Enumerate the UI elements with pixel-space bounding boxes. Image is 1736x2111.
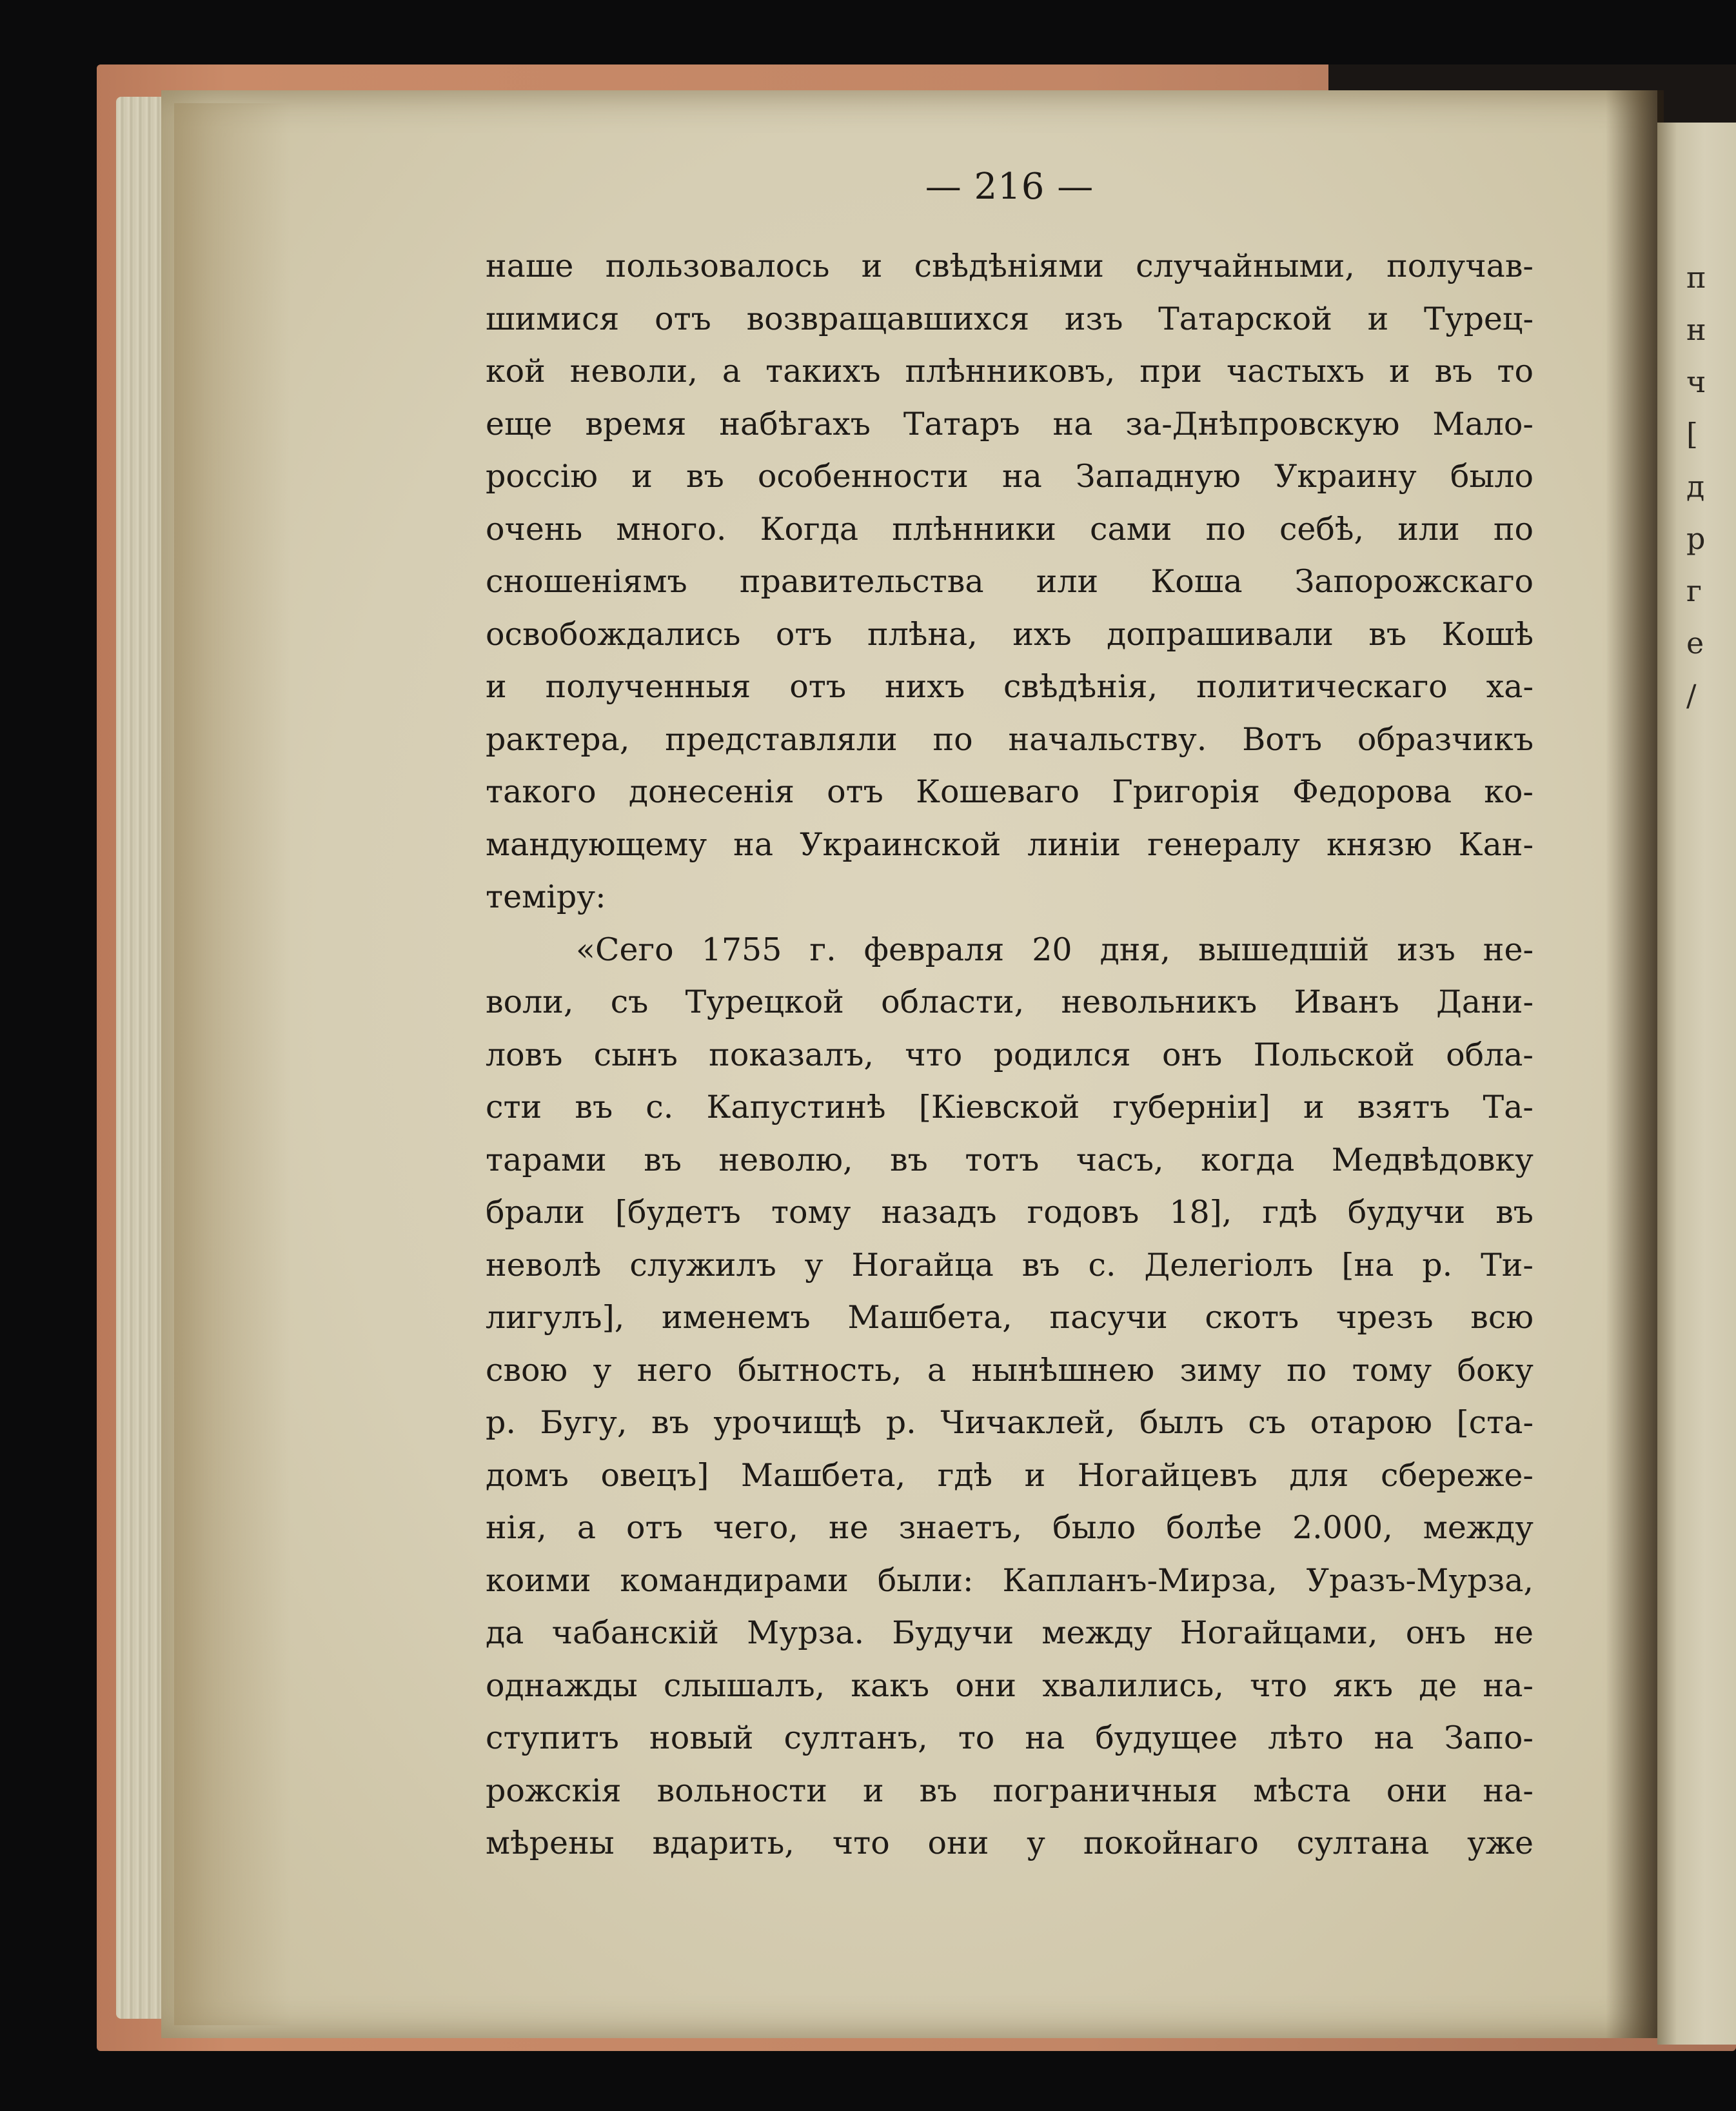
text-line: лигулъ], именемъ Машбета, пасучи скотъ чрезъ всю xyxy=(486,1299,1534,1336)
text-line: свою у него бытность, а нынѣшнею зиму по тому боку xyxy=(486,1351,1534,1389)
right-page-fragment: п xyxy=(1686,260,1706,295)
text-line: освобождались отъ плѣна, ихъ допрашивали въ Кошѣ xyxy=(486,615,1534,653)
left-page-shadow-margin xyxy=(174,103,290,2025)
text-line: брали [будетъ тому назадъ годовъ 18], гдѣ будучи въ xyxy=(486,1194,1534,1231)
text-line: мандующему на Украинской линіи генералу князю Кан- xyxy=(486,826,1534,863)
right-page-fragment: [ xyxy=(1686,417,1698,451)
text-line: очень много. Когда плѣнники сами по себѣ, или по xyxy=(486,510,1534,548)
text-line: рожскія вольности и въ пограничныя мѣста они на- xyxy=(486,1772,1534,1809)
text-line: ловъ сынъ показалъ, что родился онъ Польской обла- xyxy=(486,1036,1534,1073)
text-line: шимися отъ возвращавшихся изъ Татарской и Турец- xyxy=(486,300,1534,337)
text-line: да чабанскій Мурза. Будучи между Ногайцами, онъ не xyxy=(486,1614,1534,1651)
book-gutter xyxy=(1606,90,1664,2038)
text-line: россію и въ особенности на Западную Украину было xyxy=(486,458,1534,495)
text-line: наше пользовалось и свѣдѣніями случайными, получав- xyxy=(486,248,1534,284)
text-line: рактера, представляли по начальству. Вотъ образчикъ xyxy=(486,720,1534,758)
right-page-fragment: н xyxy=(1686,312,1706,347)
text-lines xyxy=(486,240,1534,1870)
page-number: — 216 — xyxy=(925,166,1094,208)
text-line: «Сего 1755 г. февраля 20 дня, вышедшій изъ не- xyxy=(576,931,1534,968)
right-page-fragment: / xyxy=(1686,678,1697,713)
right-page-fragment: ч xyxy=(1686,364,1706,399)
text-line: нія, а отъ чего, не знаетъ, было болѣе 2.000, между xyxy=(486,1509,1534,1546)
text-line: ступитъ новый султанъ, то на будущее лѣто на Запо- xyxy=(486,1720,1534,1756)
text-line: мѣрены вдарить, что они у покойнаго султана уже xyxy=(486,1825,1534,1861)
text-line: тарами въ неволю, въ тотъ часъ, когда Медвѣдовку xyxy=(486,1141,1534,1178)
text-line: однажды слышалъ, какъ они хвалились, что якъ де на- xyxy=(486,1667,1534,1704)
text-line: коими командирами были: Капланъ-Мирза, Уразъ-Мурза, xyxy=(486,1561,1534,1599)
text-line: р. Бугу, въ урочищѣ р. Чичаклей, былъ съ отарою [ста- xyxy=(486,1404,1534,1441)
right-page-fragment: е xyxy=(1686,626,1704,660)
text-line: и полученныя отъ нихъ свѣдѣнія, политическаго ха- xyxy=(486,668,1534,705)
text-line: теміру: xyxy=(486,878,606,915)
right-page-fragment: р xyxy=(1686,521,1706,556)
right-page-text-fragments xyxy=(1686,252,1736,722)
text-line: воли, съ Турецкой области, невольникъ Иванъ Дани- xyxy=(486,984,1534,1020)
text-line: домъ овецъ] Машбета, гдѣ и Ногайцевъ для сбереже- xyxy=(486,1456,1534,1494)
right-page-fragment: д xyxy=(1686,469,1705,504)
text-line: еще время набѣгахъ Татаръ на за-Днѣпровскую Мало- xyxy=(486,405,1534,442)
text-line: сношеніямъ правительства или Коша Запорожскаго xyxy=(486,563,1534,600)
page-text-column xyxy=(486,161,1534,1870)
text-line: кой неволи, а такихъ плѣнниковъ, при частыхъ и въ то xyxy=(486,353,1534,390)
right-page-fragment: г xyxy=(1686,573,1702,608)
text-line: сти въ с. Капустинѣ [Кіевской губерніи] и взятъ Та- xyxy=(486,1089,1534,1125)
text-line: такого донесенія отъ Кошеваго Григорія Федорова ко- xyxy=(486,773,1534,810)
text-line: неволѣ служилъ у Ногайца въ с. Делегіолъ [на р. Ти- xyxy=(486,1246,1534,1283)
